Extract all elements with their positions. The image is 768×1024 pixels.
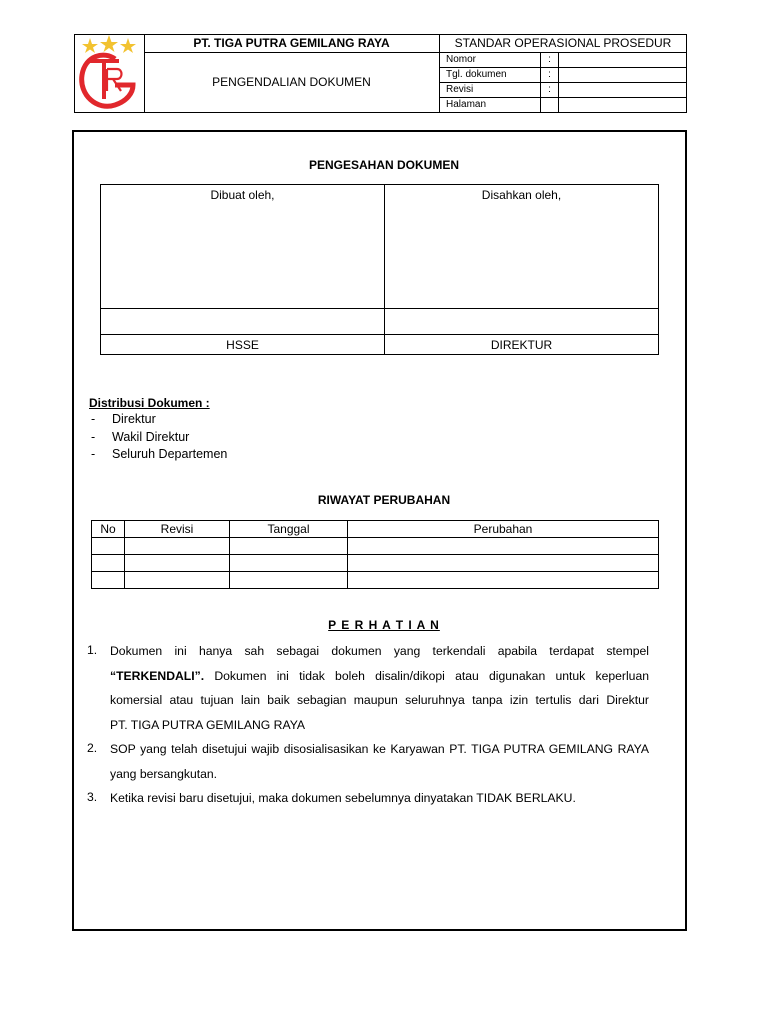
history-col-no: No	[92, 521, 125, 538]
notice-number: 3.	[87, 790, 98, 804]
meta-row-nomor	[440, 52, 686, 68]
meta-label: Nomor	[446, 54, 477, 65]
notice-line: yang bersangkutan.	[110, 766, 218, 781]
table-row	[92, 555, 659, 572]
distribution-item: Wakil Direktur	[112, 430, 190, 444]
notice-emphasis: “TERKENDALI”.	[110, 668, 205, 683]
notice-line: SOP yang telah disetujui wajib disosialisasikan ke Karyawan PT. TIGA PUTRA GEMILANG RAYA	[110, 742, 649, 756]
meta-row-tgl	[440, 67, 686, 83]
meta-colon: :	[540, 67, 559, 82]
history-cell	[125, 555, 230, 572]
history-header-row	[92, 521, 659, 538]
history-cell	[92, 538, 125, 555]
notice-item-1	[110, 639, 649, 737]
meta-label: Revisi	[446, 84, 474, 95]
sop-label: STANDAR OPERASIONAL PROSEDUR	[440, 35, 686, 53]
notice-line: Dokumen ini hanya sah sebagai dokumen yang terkendali apabila terdapat stempel	[110, 644, 649, 658]
meta-row-revisi	[440, 82, 686, 98]
meta-colon: :	[540, 52, 559, 67]
history-cell	[348, 538, 659, 555]
made-by-label: Dibuat oleh,	[101, 185, 385, 309]
notice-number: 1.	[87, 643, 98, 657]
approval-title: PENGESAHAN DOKUMEN	[308, 158, 459, 172]
document-title: PENGENDALIAN DOKUMEN	[144, 52, 440, 112]
history-col-revisi: Revisi	[125, 521, 230, 538]
distribution-item: Seluruh Departemen	[112, 447, 228, 461]
approved-by-label: Disahkan oleh,	[385, 185, 659, 309]
notice-line-rest: Dokumen ini tidak boleh disalin/dikopi atau digunakan untuk keperluan	[204, 668, 649, 683]
notice-line: Ketika revisi baru disetujui, maka dokumen sebelumnya dinyatakan TIDAK BERLAKU.	[110, 791, 576, 805]
history-cell	[125, 538, 230, 555]
history-cell	[348, 572, 659, 589]
notice-line: komersial atau tujuan lain baik sebagian maupun seluruhnya tanpa izin tertulis dari Direktur	[110, 693, 649, 707]
table-row	[92, 538, 659, 555]
approved-by-name-cell	[385, 309, 659, 335]
notice-title: P E R H A T I A N	[328, 618, 440, 632]
star-icon	[100, 35, 118, 52]
notice-line: PT. TIGA PUTRA GEMILANG RAYA	[110, 717, 306, 732]
meta-colon	[540, 97, 559, 112]
notice-item-2	[110, 737, 649, 786]
history-title: RIWAYAT PERUBAHAN	[317, 493, 451, 507]
history-col-tanggal: Tanggal	[230, 521, 348, 538]
history-cell	[230, 555, 348, 572]
meta-label: Tgl. dokumen	[446, 69, 507, 80]
document-header	[74, 34, 687, 113]
history-col-perubahan: Perubahan	[348, 521, 659, 538]
distribution-title: Distribusi Dokumen :	[89, 396, 210, 410]
logo-cell	[75, 35, 145, 112]
made-by-role: HSSE	[101, 335, 385, 355]
distribution-bullet: -	[91, 430, 96, 444]
distribution-bullet: -	[91, 447, 96, 461]
made-by-name-cell	[101, 309, 385, 335]
star-icon	[82, 38, 98, 53]
history-cell	[230, 538, 348, 555]
history-cell	[92, 572, 125, 589]
approval-table	[100, 184, 659, 355]
approved-by-role: DIREKTUR	[385, 335, 659, 355]
history-cell	[92, 555, 125, 572]
table-row	[92, 572, 659, 589]
history-cell	[125, 572, 230, 589]
distribution-item: Direktur	[112, 412, 156, 426]
notice-item-3	[110, 786, 649, 811]
notice-number: 2.	[87, 741, 98, 755]
meta-row-halaman	[440, 97, 686, 112]
distribution-bullet: -	[91, 412, 96, 426]
history-cell	[348, 555, 659, 572]
history-table	[91, 520, 659, 589]
meta-label: Halaman	[446, 99, 487, 110]
company-name: PT. TIGA PUTRA GEMILANG RAYA	[144, 35, 440, 53]
history-cell	[230, 572, 348, 589]
meta-colon: :	[540, 82, 559, 97]
company-logo	[75, 35, 144, 112]
notice-line	[110, 664, 649, 689]
star-icon	[120, 38, 136, 53]
